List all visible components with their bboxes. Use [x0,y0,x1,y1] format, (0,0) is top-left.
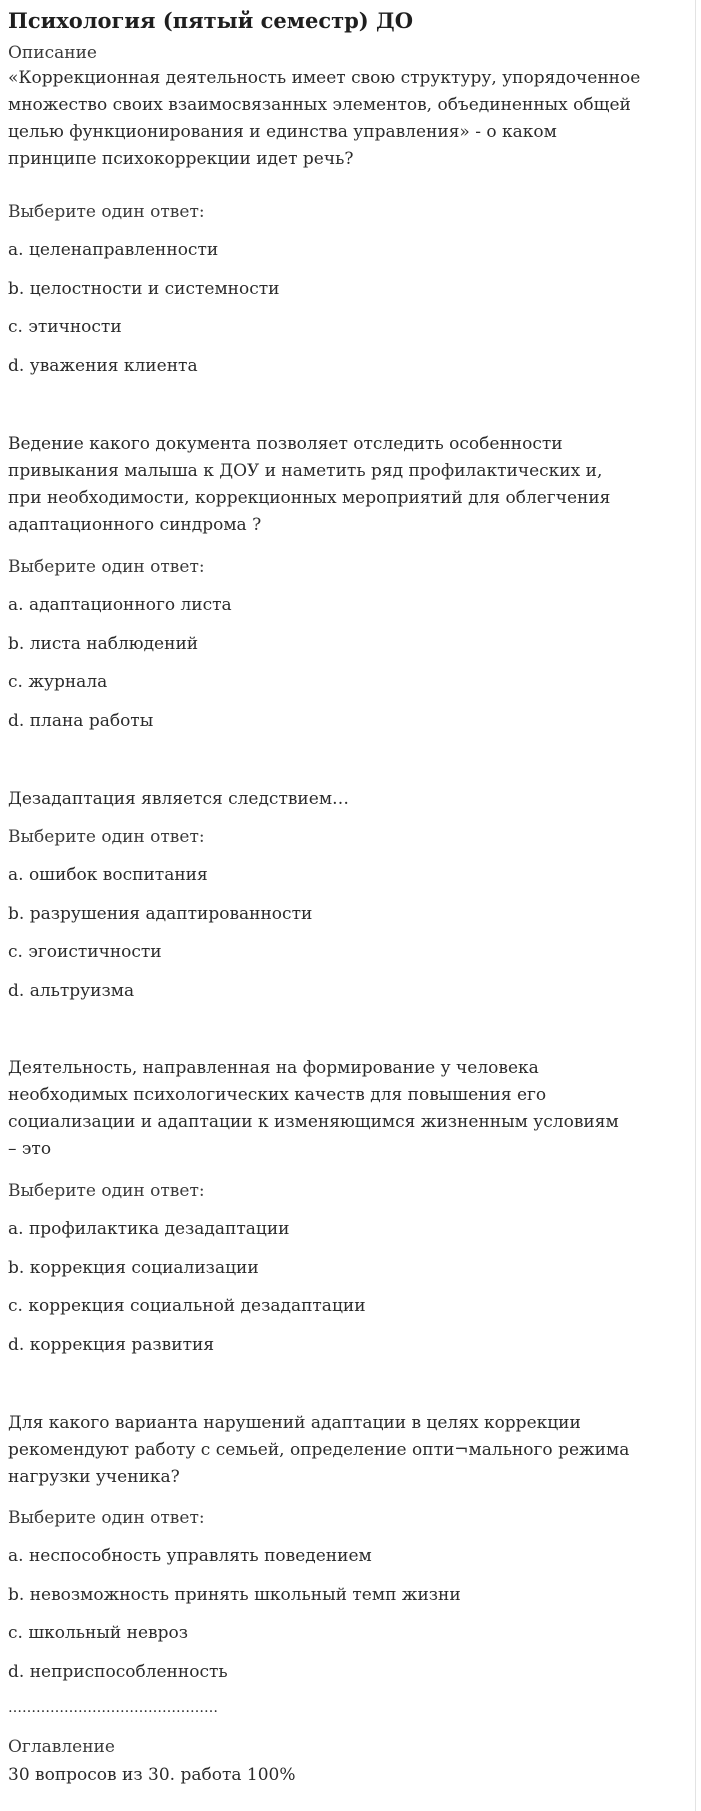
question-text-line: Дезадаптация является следствием… [8,789,350,809]
answer-prompt: Выберите один ответ: [8,202,205,222]
footer-summary: 30 вопросов из 30. работа 100% [8,1765,296,1785]
dotted-separator: ……………………………………… [8,1700,218,1716]
question-text-line: принципе психокоррекции идет речь? [8,149,354,169]
question-text-line: множество своих взаимосвязанных элементов, объединенных общей [8,95,631,115]
question-text-line: «Коррекционная деятельность имеет свою структуру, упорядоченное [8,68,641,88]
answer-prompt: Выберите один ответ: [8,1181,205,1201]
answer-option: a. адаптационного листа [8,595,232,615]
answer-option: a. ошибок воспитания [8,865,208,885]
answer-option: c. коррекция социальной дезадаптации [8,1296,366,1316]
answer-option: b. невозможность принять школьный темп жизни [8,1585,461,1605]
answer-prompt: Выберите один ответ: [8,557,205,577]
answer-option: c. эгоистичности [8,942,162,962]
question-text-line: Для какого варианта нарушений адаптации в целях коррекции [8,1413,581,1433]
question-text-line: при необходимости, коррекционных мероприятий для облегчения [8,488,611,508]
answer-option: a. целенаправленности [8,240,219,260]
question-text-line: необходимых психологических качеств для повышения его [8,1085,547,1105]
question-text-line: Ведение какого документа позволяет отследить особенности [8,434,563,454]
answer-option: a. неспособность управлять поведением [8,1546,372,1566]
question-text-line: нагрузки ученика? [8,1467,180,1487]
description-label: Описание [8,43,97,63]
question-text-line: адаптационного синдрома ? [8,515,262,535]
question-text-line: – это [8,1139,52,1159]
answer-prompt: Выберите один ответ: [8,1508,205,1528]
answer-option: d. коррекция развития [8,1335,215,1355]
answer-option: c. школьный невроз [8,1623,188,1643]
answer-option: b. разрушения адаптированности [8,904,313,924]
question-text-line: рекомендуют работу с семьей, определение опти¬мального режима [8,1440,630,1460]
answer-option: c. журнала [8,672,108,692]
answer-option: b. целостности и системности [8,279,280,299]
answer-option: d. альтруизма [8,981,135,1001]
question-text-line: привыкания малыша к ДОУ и наметить ряд профилактических и, [8,461,603,481]
question-text-line: Деятельность, направленная на формирование у человека [8,1058,539,1078]
answer-option: d. уважения клиента [8,356,198,376]
question-text-line: целью функционирования и единства управления» - о каком [8,122,557,142]
answer-option: c. этичности [8,317,122,337]
answer-prompt: Выберите один ответ: [8,827,205,847]
page-title: Психология (пятый семестр) ДО [8,8,414,33]
answer-option: d. неприспособленность [8,1662,228,1682]
answer-option: d. плана работы [8,711,154,731]
answer-option: a. профилактика дезадаптации [8,1219,290,1239]
question-text-line: социализации и адаптации к изменяющимся жизненным условиям [8,1112,619,1132]
answer-option: b. коррекция социализации [8,1258,259,1278]
answer-option: b. листа наблюдений [8,634,199,654]
toc-label: Оглавление [8,1737,115,1757]
